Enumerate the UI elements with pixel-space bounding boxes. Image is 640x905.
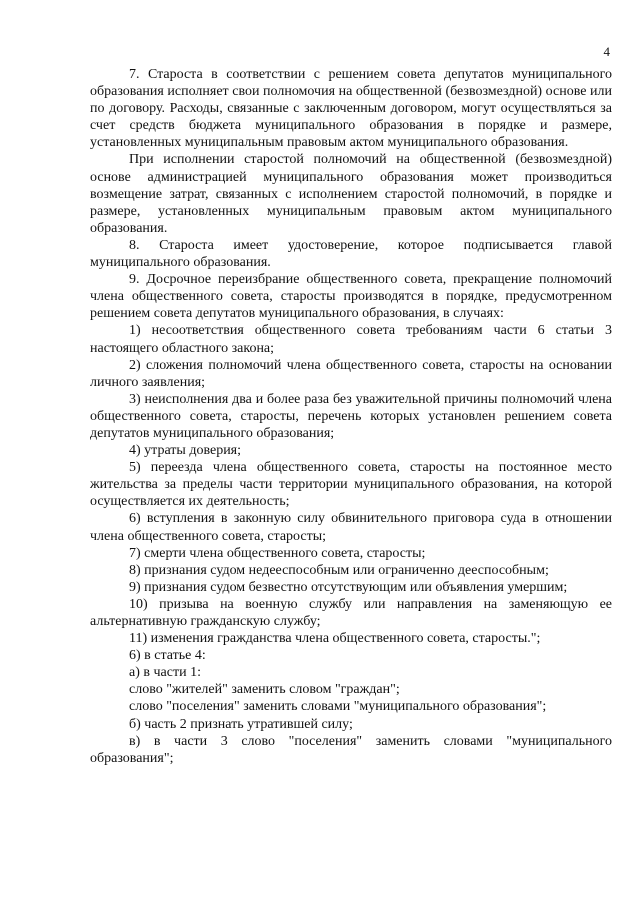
paragraph: 9. Досрочное переизбрание общественного совета, прекращение полномочий члена общественного совета, старосты производятся в порядке, предусмотренном решением совета депутатов муниципального образования, в случаях: xyxy=(90,272,612,322)
list-item: 1) несоответствия общественного совета требованиям части 6 статьи 3 настоящего областного закона; xyxy=(90,323,612,356)
paragraph: б) часть 2 признать утратившей силу; xyxy=(129,716,353,732)
paragraph: а) в части 1: xyxy=(129,665,201,681)
paragraph: слово "поселения" заменить словами "муниципального образования"; xyxy=(129,699,547,715)
list-item: 4) утраты доверия; xyxy=(129,443,242,459)
list-item: 6) вступления в законную силу обвинительного приговора суда в отношении члена общественного совета, старосты; xyxy=(90,511,612,544)
paragraph: 8. Староста имеет удостоверение, которое подписывается главой муниципального образования. xyxy=(90,237,612,271)
list-item: 8) признания судом недееспособным или ограниченно дееспособным; xyxy=(129,562,549,578)
page-number: 4 xyxy=(603,44,610,59)
list-item: 11) изменения гражданства члена общественного совета, старосты."; xyxy=(129,631,541,647)
list-item: 7) смерти члена общественного совета, старосты; xyxy=(129,545,426,561)
paragraph: При исполнении старостой полномочий на общественной (безвозмездной) основе администрацией муниципального образования может производиться возмещение затрат, связанных с исполнением старостой полномочий, в порядке и размере, установленных муниципальным правовым актом муниципального образования. xyxy=(90,152,612,236)
list-item: 9) признания судом безвестно отсутствующим или объявления умершим; xyxy=(129,579,568,595)
list-item: 2) сложения полномочий члена общественного совета, старосты на основании личного заявления; xyxy=(90,357,612,390)
document-body xyxy=(90,66,612,767)
list-item: 10) призыва на военную службу или направления на заменяющую ее альтернативную гражданскую службу; xyxy=(90,596,612,629)
paragraph: 6) в статье 4: xyxy=(129,648,206,664)
paragraph: 7. Староста в соответствии с решением совета депутатов муниципального образования исполняет свои полномочия на общественной (безвозмездной) основе или по договору. Расходы, связанные с заключенным договором, могут осуществляться за счет средств бюджета муниципального образования в порядке и размере, установленных муниципальным правовым актом муниципального образования. xyxy=(90,67,612,151)
list-item: 3) неисполнения два и более раза без уважительной причины полномочий члена общественного совета, старосты, перечень которых установлен решением совета депутатов муниципального образования; xyxy=(90,391,612,441)
paragraph: в) в части 3 слово "поселения" заменить словами "муниципального образования"; xyxy=(90,733,612,766)
paragraph: слово "жителей" заменить словом "граждан"; xyxy=(129,682,400,698)
list-item: 5) переезда члена общественного совета, старосты на постоянное место жительства за пределы части территории муниципального образования, на которой осуществляется их деятельность; xyxy=(90,460,612,510)
